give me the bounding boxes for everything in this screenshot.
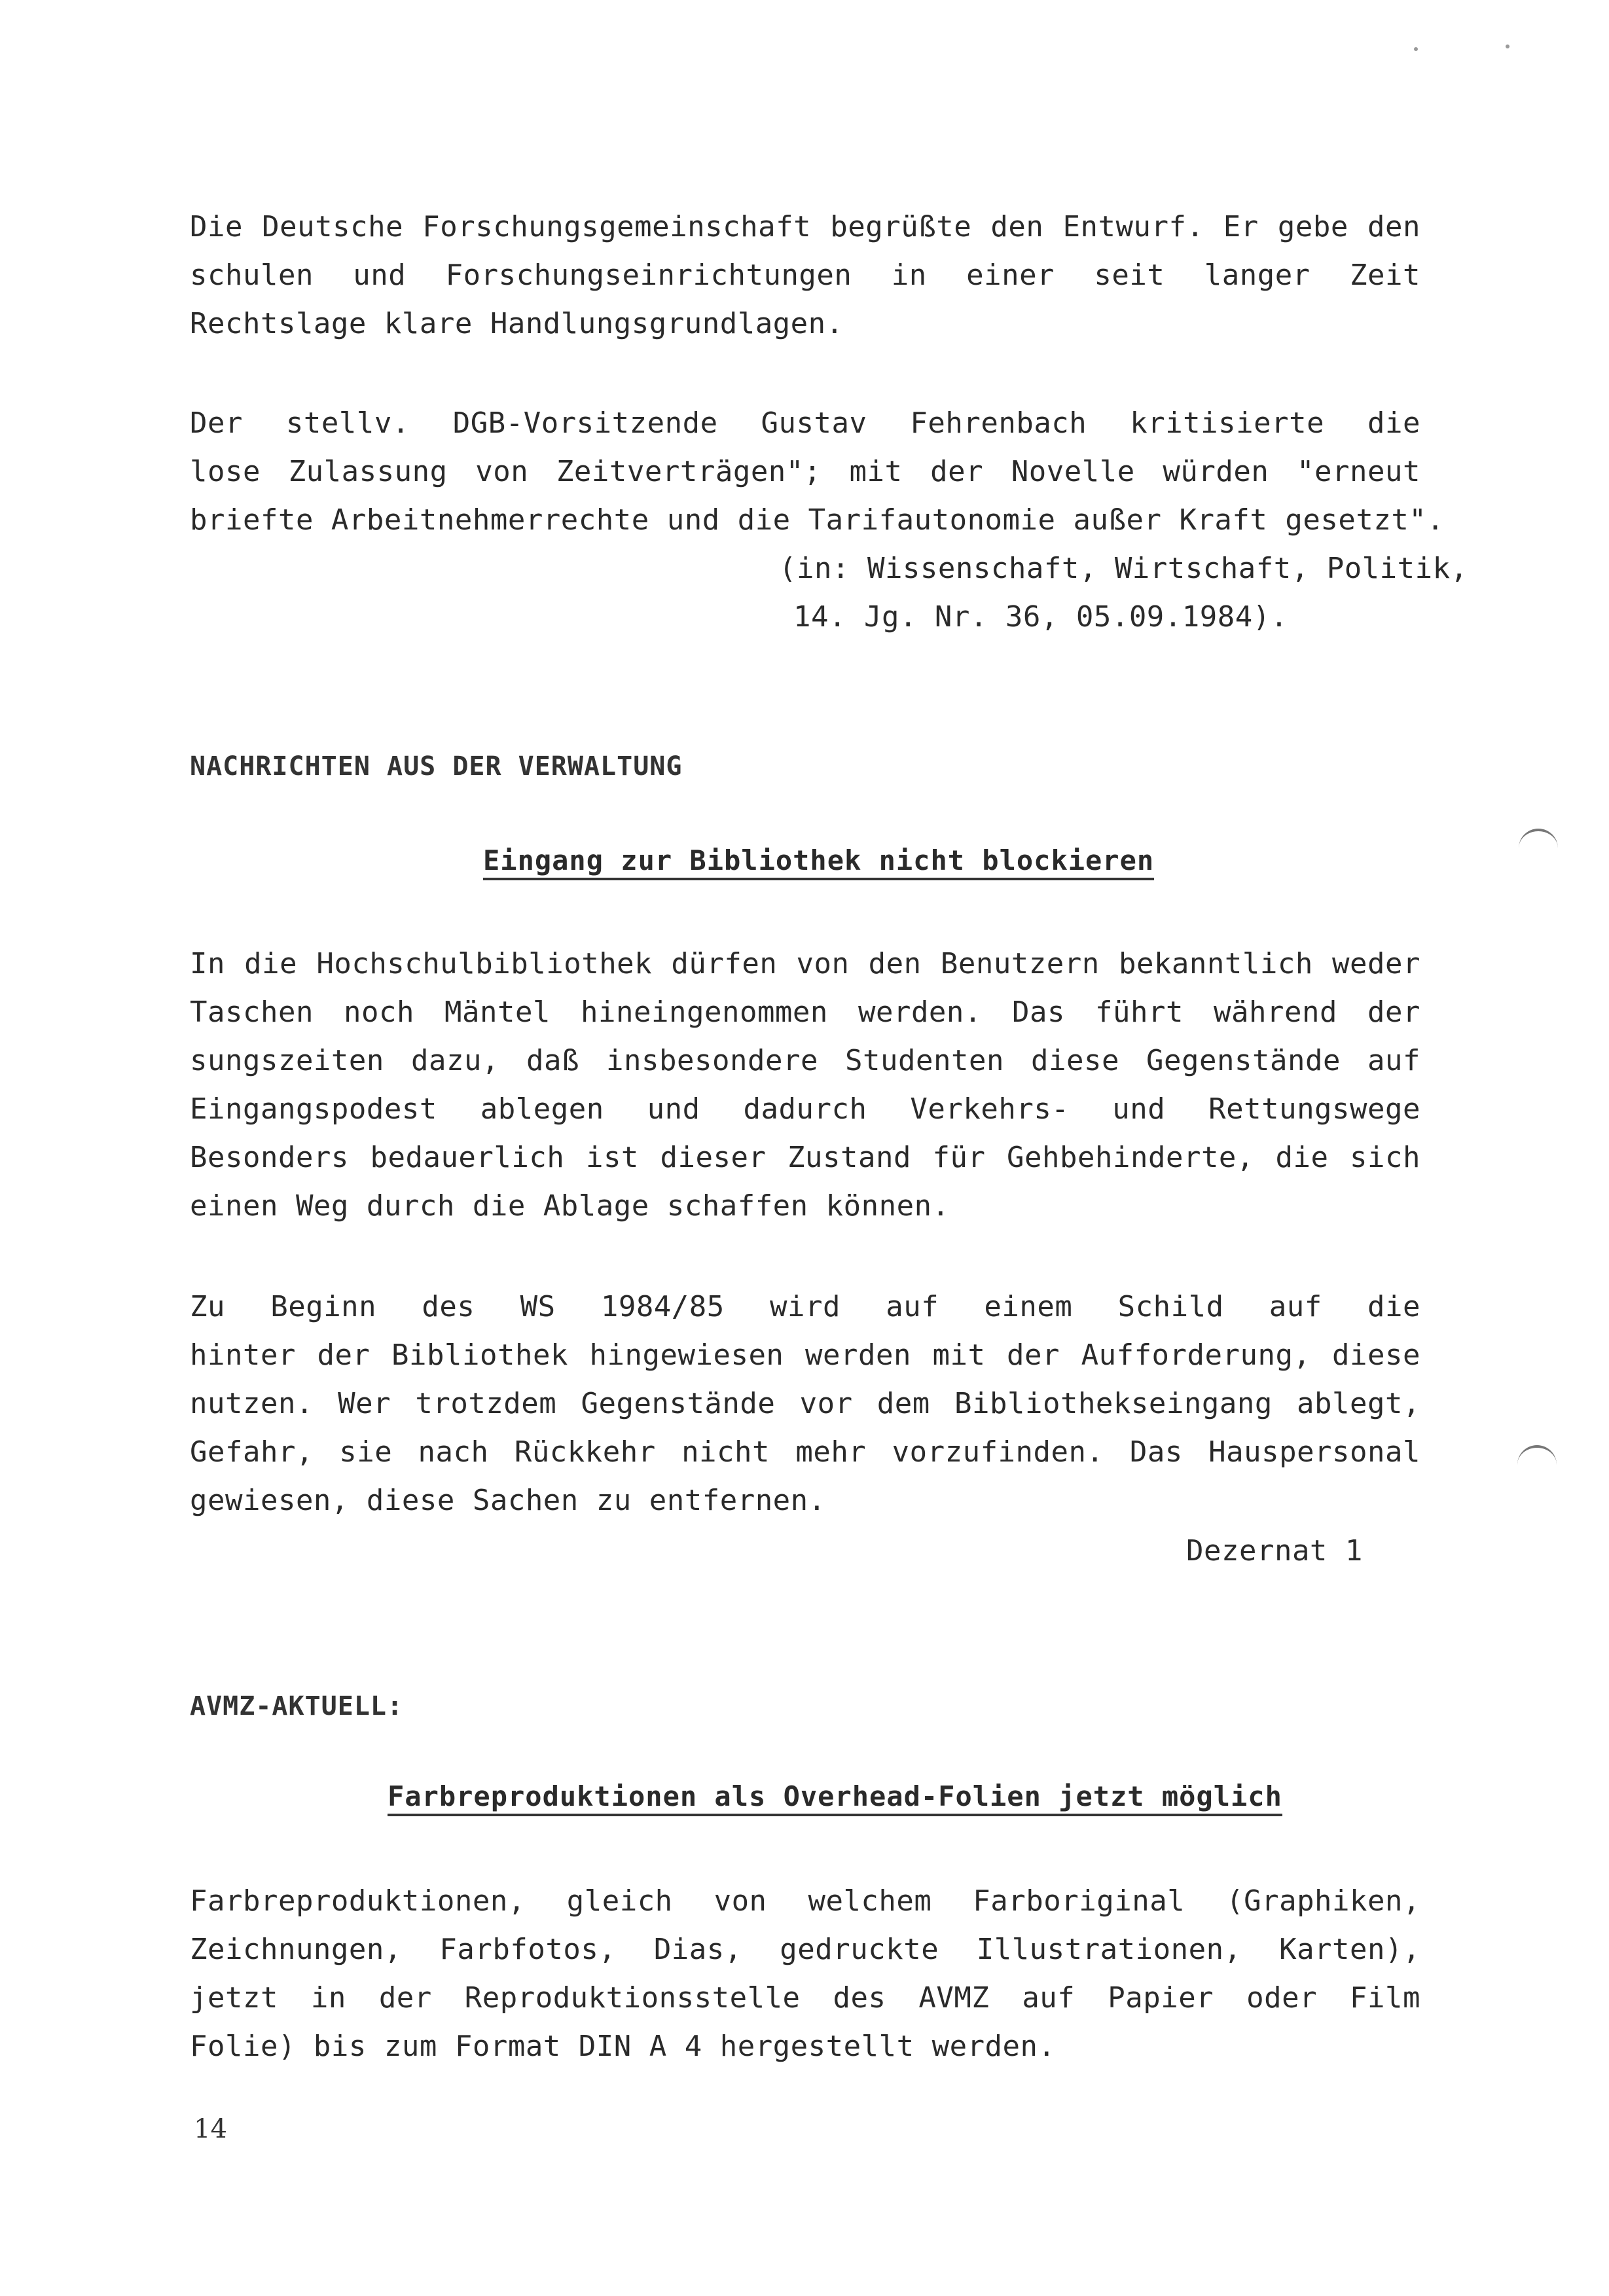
text-line: gewiesen, diese Sachen zu entfernen. [190,1484,826,1517]
text-line: schulen und Forschungseinrichtungen in einer seit langer Zeit [190,259,1420,292]
text-line: Gefahr, sie nach Rückkehr nicht mehr vorzufinden. Das Hauspersonal [190,1435,1420,1469]
scan-speck [1414,47,1418,51]
paragraph-dfg [190,203,1420,348]
paragraph-farbreproduktionen [190,1877,1420,2071]
signature-dezernat: Dezernat 1 [1186,1534,1363,1568]
punch-hole-mark [1517,1445,1557,1467]
punch-hole-mark [1519,829,1558,851]
text-line: Zeichnungen, Farbfotos, Dias, gedruckte Illustrationen, Karten), [190,1933,1420,1966]
text-line: sungszeiten dazu, daß insbesondere Studenten diese Gegenstände auf [190,1044,1420,1077]
text-line: Farbreproduktionen, gleich von welchem Farboriginal (Graphiken, [190,1884,1420,1918]
text-line: Die Deutsche Forschungsgemeinschaft begrüßte den Entwurf. Er gebe den [190,210,1420,243]
text-line: einen Weg durch die Ablage schaffen können. [190,1189,950,1223]
text-line: Taschen noch Mäntel hineingenommen werden. Das führt während der [190,996,1420,1029]
paragraph-dgb [190,399,1445,545]
text-line: briefte Arbeitnehmerrechte und die Tarifautonomie außer Kraft gesetzt". [190,503,1445,537]
text-line: In die Hochschulbibliothek dürfen von den Benutzern bekanntlich weder [190,947,1420,980]
scan-speck [1506,45,1510,48]
page-number: 14 [194,2114,227,2144]
section-heading-avmz: AVMZ-AKTUELL: [190,1691,404,1721]
citation-line: 14. Jg. Nr. 36, 05.09.1984). [793,600,1288,634]
text-line: nutzen. Wer trotzdem Gegenstände vor dem Bibliothekseingang ablegt, [190,1387,1420,1420]
paragraph-bibliothek [190,940,1420,1230]
section-heading-verwaltung: NACHRICHTEN AUS DER VERWALTUNG [190,751,683,781]
subheading-farbreproduktionen: Farbreproduktionen als Overhead-Folien jetzt möglich [388,1780,1282,1816]
text-line: hinter der Bibliothek hingewiesen werden mit der Aufforderung, diese [190,1338,1420,1372]
text-line: Der stellv. DGB-Vorsitzende Gustav Fehrenbach kritisierte die [190,406,1420,440]
text-line: jetzt in der Reproduktionsstelle des AVMZ auf Papier oder Film [190,1981,1420,2015]
text-line: Besonders bedauerlich ist dieser Zustand für Gehbehinderte, die sich [190,1141,1420,1174]
paragraph-ablage [190,1283,1420,1525]
citation [779,545,1468,641]
subheading-bibliothek: Eingang zur Bibliothek nicht blockieren [483,844,1154,880]
text-line: Zu Beginn des WS 1984/85 wird auf einem Schild auf die [190,1290,1420,1323]
text-line: Folie) bis zum Format DIN A 4 hergestellt werden. [190,2030,1056,2063]
citation-line: (in: Wissenschaft, Wirtschaft, Politik, [779,552,1468,585]
text-line: lose Zulassung von Zeitverträgen"; mit der Novelle würden "erneut [190,455,1420,488]
text-line: Rechtslage klare Handlungsgrundlagen. [190,307,844,340]
text-line: Eingangspodest ablegen und dadurch Verkehrs- und Rettungswege [190,1092,1420,1126]
